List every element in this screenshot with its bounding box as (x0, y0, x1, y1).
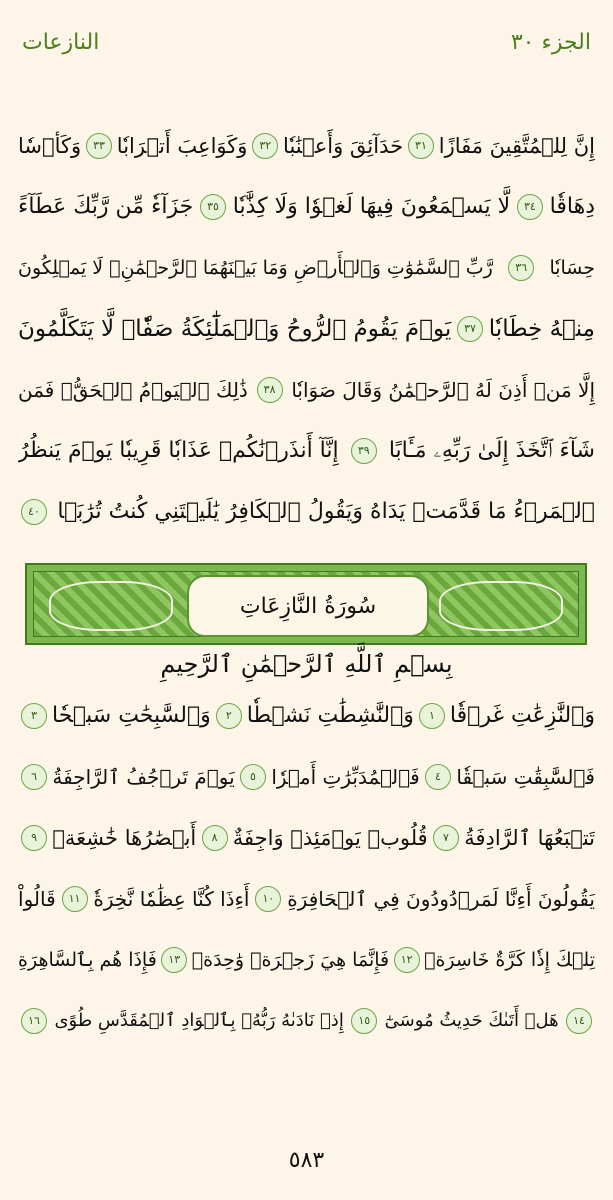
verse-text: وَكَأۡسٗا (18, 133, 82, 158)
verse-line (18, 481, 595, 542)
verses-block-top (18, 115, 595, 542)
verse-text: لَّا يَسۡمَعُونَ فِيهَا لَغۡوٗا وَلَا كِذَّٰبٗا (232, 194, 511, 219)
verse-text: شَآءَ ٱتَّخَذَ إِلَىٰ رَبِّهِۦ مَـَٔابًا (388, 438, 595, 463)
ayah-number-marker: ٥ (240, 764, 266, 790)
verse-line-content (18, 764, 595, 790)
verse-text: وَٱلنَّٰزِعَٰتِ غَرۡقٗا (449, 703, 595, 728)
verse-line-content (18, 499, 595, 525)
ayah-number-marker: ٣٥ (200, 194, 226, 220)
verse-line-content (18, 886, 595, 912)
ayah-number-marker: ٨ (202, 825, 228, 851)
verse-text: وَٱلنَّٰشِطَٰتِ نَشۡطٗا (246, 703, 414, 728)
verse-text: تَتۡبَعُهَا ٱلرَّادِفَةُ (464, 825, 595, 850)
verse-text: إِذۡ نَادَىٰهُ رَبُّهُۥ بِٱلۡوَادِ ٱلۡمُقَدَّسِ طُوًى (54, 1010, 344, 1031)
juz-label: الجزء ٣٠ (510, 30, 591, 55)
ayah-number-marker: ١ (419, 703, 445, 729)
verse-line-content (18, 1008, 595, 1034)
verse-text: إِلَّا مَنۡ أَذِنَ لَهُ ٱلرَّحۡمَٰنُ وَقَالَ صَوَابٗا (291, 377, 595, 402)
verses-block-bottom (18, 685, 595, 1051)
ayah-number-marker: ٣٦ (508, 255, 534, 281)
verse-line (18, 298, 595, 359)
ayah-number-marker: ٧ (433, 825, 459, 851)
verse-text: فَإِذَا هُم بِٱلسَّاهِرَةِ (18, 948, 157, 971)
ayah-number-marker: ١٠ (255, 886, 281, 912)
ayah-number-marker: ٩ (21, 825, 47, 851)
verse-text: هَلۡ أَتَىٰكَ حَدِيثُ مُوسَىٰٓ (384, 1010, 559, 1031)
ayah-number-marker: ٣ (21, 703, 47, 729)
ayah-number-marker: ١٤ (566, 1008, 592, 1034)
verse-text: حَدَآئِقَ وَأَعۡنَٰبٗا (283, 133, 404, 158)
verse-text: يَوۡمَ تَرۡجُفُ ٱلرَّاجِفَةُ (52, 764, 235, 789)
page-header (0, 0, 613, 90)
verse-line-content (18, 194, 595, 220)
ayah-number-marker: ٣٢ (252, 133, 278, 159)
verse-line (18, 176, 595, 237)
verse-text: يَقُولُونَ أَءِنَّا لَمَرۡدُودُونَ فِي ٱلۡحَافِرَةِ (287, 886, 595, 911)
banner-ornament-right (439, 581, 563, 631)
verse-line-content (18, 947, 595, 973)
surah-name: النازعات (22, 30, 100, 55)
verse-text: فَإِنَّمَا هِيَ زَجۡرَةٞ وَٰحِدَةٞ (191, 948, 390, 971)
page-number: ٥٨٣ (288, 1148, 325, 1173)
verse-text: جَزَآءٗ مِّن رَّبِّكَ عَطَآءً (18, 194, 194, 219)
ayah-number-marker: ٣٨ (257, 377, 283, 403)
surah-banner (25, 563, 587, 645)
verse-line (18, 807, 595, 868)
ayah-number-marker: ٢ (216, 703, 242, 729)
verse-line (18, 990, 595, 1051)
verse-text: وَكَوَاعِبَ أَتۡرَابٗا (116, 133, 248, 158)
verse-line-content (18, 438, 595, 464)
verse-text: أَبۡصَٰرُهَا خَٰشِعَةٞ (52, 825, 197, 850)
verse-line-content (18, 133, 595, 159)
verse-line (18, 420, 595, 481)
verse-text: دِهَاقٗا (549, 194, 595, 219)
verse-text: مِنۡهُ خِطَابٗا (488, 315, 595, 342)
ayah-number-marker: ١٢ (394, 947, 420, 973)
ayah-number-marker: ١١ (62, 886, 88, 912)
verse-line (18, 685, 595, 746)
verse-line-content (18, 255, 595, 281)
verse-text: تِلۡكَ إِذٗا كَرَّةٌ خَاسِرَةٞ (424, 948, 595, 971)
verse-text: وَٱلسَّٰبِحَٰتِ سَبۡحٗا (52, 703, 211, 728)
verse-text: فَٱلۡمُدَبِّرَٰتِ أَمۡرٗا (271, 764, 420, 789)
ayah-number-marker: ١٥ (351, 1008, 377, 1034)
verse-text: حِسَابٗا (549, 256, 595, 279)
ayah-number-marker: ٣١ (408, 133, 434, 159)
banner-ornament-left (49, 581, 173, 631)
verse-text: ٱلۡمَرۡءُ مَا قَدَّمَتۡ يَدَاهُ وَيَقُولُ ٱلۡكَافِرُ يَٰلَيۡتَنِي كُنتُ تُرَٰبَۢا (57, 499, 595, 524)
verse-text: قُلُوبٞ يَوۡمَئِذٖ وَاجِفَةٌ (232, 825, 428, 850)
verse-text: إِنَّ لِلۡمُتَّقِينَ مَفَازًا (438, 133, 595, 158)
verse-text: إِنَّآ أَنذَرۡنَٰكُمۡ عَذَابٗا قَرِيبٗا يَوۡمَ يَنظُرُ (18, 438, 339, 463)
verse-line (18, 359, 595, 420)
ayah-number-marker: ١٣ (161, 947, 187, 973)
ayah-number-marker: ٤٠ (21, 499, 47, 525)
verse-line (18, 237, 595, 298)
verse-text: فَٱلسَّٰبِقَٰتِ سَبۡقٗا (456, 764, 595, 789)
ayah-number-marker: ٣٩ (351, 438, 377, 464)
verse-text: قَالُواْ (18, 886, 56, 911)
verse-line (18, 868, 595, 929)
verse-line (18, 115, 595, 176)
verse-line-content (18, 703, 595, 729)
ayah-number-marker: ٣٣ (86, 133, 112, 159)
verse-line-content (18, 316, 595, 342)
verse-line (18, 929, 595, 990)
verse-text: أَءِذَا كُنَّا عِظَٰمٗا نَّخِرَةٗ (93, 886, 250, 911)
verse-line-content (18, 825, 595, 851)
ayah-number-marker: ٣٤ (517, 194, 543, 220)
ayah-number-marker: ٤ (425, 764, 451, 790)
ayah-number-marker: ٦ (21, 764, 47, 790)
verse-line (18, 746, 595, 807)
verse-text: يَوۡمَ يَقُومُ ٱلرُّوحُ وَٱلۡمَلَٰٓئِكَةُ صَفّٗاۖ لَّا يَتَكَلَّمُونَ (18, 315, 452, 342)
ayah-number-marker: ١٦ (21, 1008, 47, 1034)
verse-line-content (18, 377, 595, 403)
verse-text: رَّبِّ ٱلسَّمَٰوَٰتِ وَٱلۡأَرۡضِ وَمَا بَيۡنَهُمَا ٱلرَّحۡمَٰنِۖ لَا يَمۡلِكُونَ (18, 256, 493, 279)
surah-title: سُورَةُ النَّازِعَاتِ (187, 575, 429, 637)
verse-text: ذَٰلِكَ ٱلۡيَوۡمُ ٱلۡحَقُّۖ فَمَن (18, 377, 248, 402)
ayah-number-marker: ٣٧ (457, 316, 483, 342)
basmala: بِسۡمِ ٱللَّهِ ٱلرَّحۡمَٰنِ ٱلرَّحِيمِ (160, 650, 453, 678)
